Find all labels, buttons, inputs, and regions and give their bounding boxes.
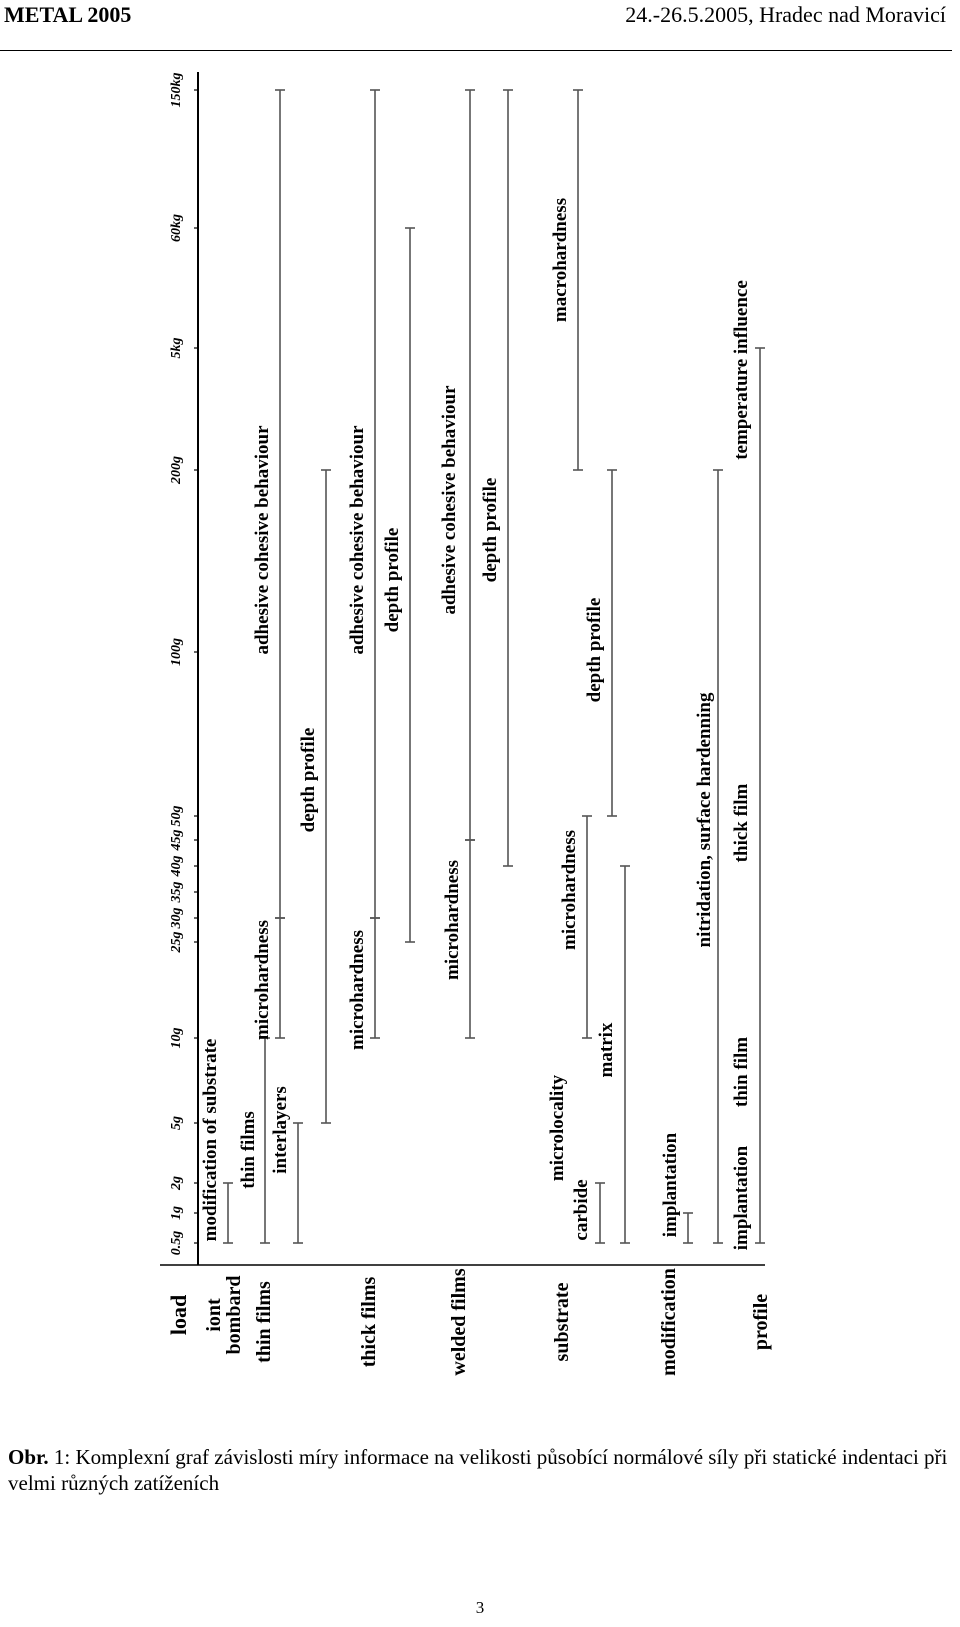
category-label-profile: profile bbox=[750, 1293, 772, 1351]
chart-svg bbox=[150, 60, 800, 1450]
category-label-iont: iont bbox=[203, 1298, 225, 1332]
range-21-thin-film-label: thin film bbox=[731, 1036, 752, 1108]
range-19-nitridation-surface-hardenning-label: nitridation, surface hardenning bbox=[694, 692, 715, 948]
range-17-macrohardness-label: macrohardness bbox=[550, 197, 571, 323]
tick-label-45g: 45g bbox=[169, 829, 184, 851]
range-23-temperature-influence-label: temperature influence bbox=[731, 280, 752, 460]
range-0-modification-of-substrate-label: modification of substrate bbox=[200, 1038, 221, 1242]
tick-label-150kg: 150kg bbox=[169, 72, 184, 108]
tick-label-0.5g: 0.5g bbox=[169, 1230, 184, 1256]
range-5-depth-profile-label: depth profile bbox=[298, 727, 319, 833]
range-6-microhardness-label: microhardness bbox=[347, 930, 368, 1050]
range-7-adhesive-cohesive-behaviour-label: adhesive cohesive behaviour bbox=[347, 425, 368, 655]
tick-label-60kg: 60kg bbox=[169, 214, 184, 242]
range-15-microhardness-label: microhardness bbox=[559, 830, 580, 950]
tick-label-100g: 100g bbox=[169, 638, 184, 666]
load-range-chart bbox=[150, 60, 800, 1450]
caption-text: : Komplexní graf závislosti míry informace na velikosti působící normálové síly při statické indentaci při velmi různých zatíženích bbox=[8, 1445, 948, 1495]
range-2-interlayers-label: interlayers bbox=[270, 1086, 291, 1174]
caption-prefix: Obr. bbox=[8, 1445, 49, 1469]
range-10-adhesive-cohesive-behaviour-label: adhesive cohesive behaviour bbox=[439, 385, 460, 615]
category-label-welded-films: welded films bbox=[448, 1268, 470, 1376]
category-label-substrate: substrate bbox=[551, 1282, 573, 1362]
header-divider bbox=[0, 50, 952, 51]
range-12-carbide-label: carbide bbox=[571, 1179, 592, 1241]
tick-label-35g: 35g bbox=[169, 881, 184, 903]
range-1-thin-films-label: thin films bbox=[238, 1111, 259, 1189]
tick-label-5kg: 5kg bbox=[169, 337, 184, 359]
tick-label-10g: 10g bbox=[169, 1027, 184, 1049]
tick-label-5g: 5g bbox=[169, 1116, 184, 1130]
range-13-matrix-label: matrix bbox=[596, 1022, 617, 1078]
tick-label-30g: 30g bbox=[169, 907, 184, 929]
range-4-adhesive-cohesive-behaviour-label: adhesive cohesive behaviour bbox=[252, 425, 273, 655]
tick-label-50g: 50g bbox=[169, 805, 184, 827]
figure-caption bbox=[8, 1444, 953, 1496]
range-9-microhardness-label: microhardness bbox=[442, 860, 463, 980]
range-20-implantation-label: implantation bbox=[731, 1145, 752, 1251]
range-8-depth-profile-label: depth profile bbox=[382, 527, 403, 633]
range-16-depth-profile-label: depth profile bbox=[584, 597, 605, 703]
header-conference: METAL 2005 bbox=[4, 2, 132, 27]
tick-label-1g: 1g bbox=[169, 1206, 184, 1220]
tick-label-25g: 25g bbox=[169, 931, 184, 953]
category-label-bombard: bombard bbox=[223, 1275, 245, 1355]
tick-label-200g: 200g bbox=[169, 456, 184, 484]
tick-label-40g: 40g bbox=[169, 855, 184, 877]
caption-number: 1 bbox=[53, 1445, 65, 1469]
header-date-place: 24.-26.5.2005, Hradec nad Moravicí bbox=[625, 2, 946, 27]
category-label-modification: modification bbox=[658, 1268, 680, 1376]
page-number: 3 bbox=[475, 1598, 485, 1617]
range-14-microlocality-label: microlocality bbox=[547, 1074, 568, 1182]
load-axis-title: load bbox=[166, 1294, 191, 1336]
range-22-thick-film-label: thick film bbox=[731, 783, 752, 863]
range-3-microhardness-label: microhardness bbox=[252, 920, 273, 1040]
tick-label-2g: 2g bbox=[169, 1176, 184, 1190]
category-label-thick-films: thick films bbox=[358, 1276, 380, 1368]
category-label-thin-films: thin films bbox=[253, 1281, 275, 1363]
range-18-implantation-label: implantation bbox=[660, 1132, 681, 1238]
range-11-depth-profile-label: depth profile bbox=[480, 477, 501, 583]
